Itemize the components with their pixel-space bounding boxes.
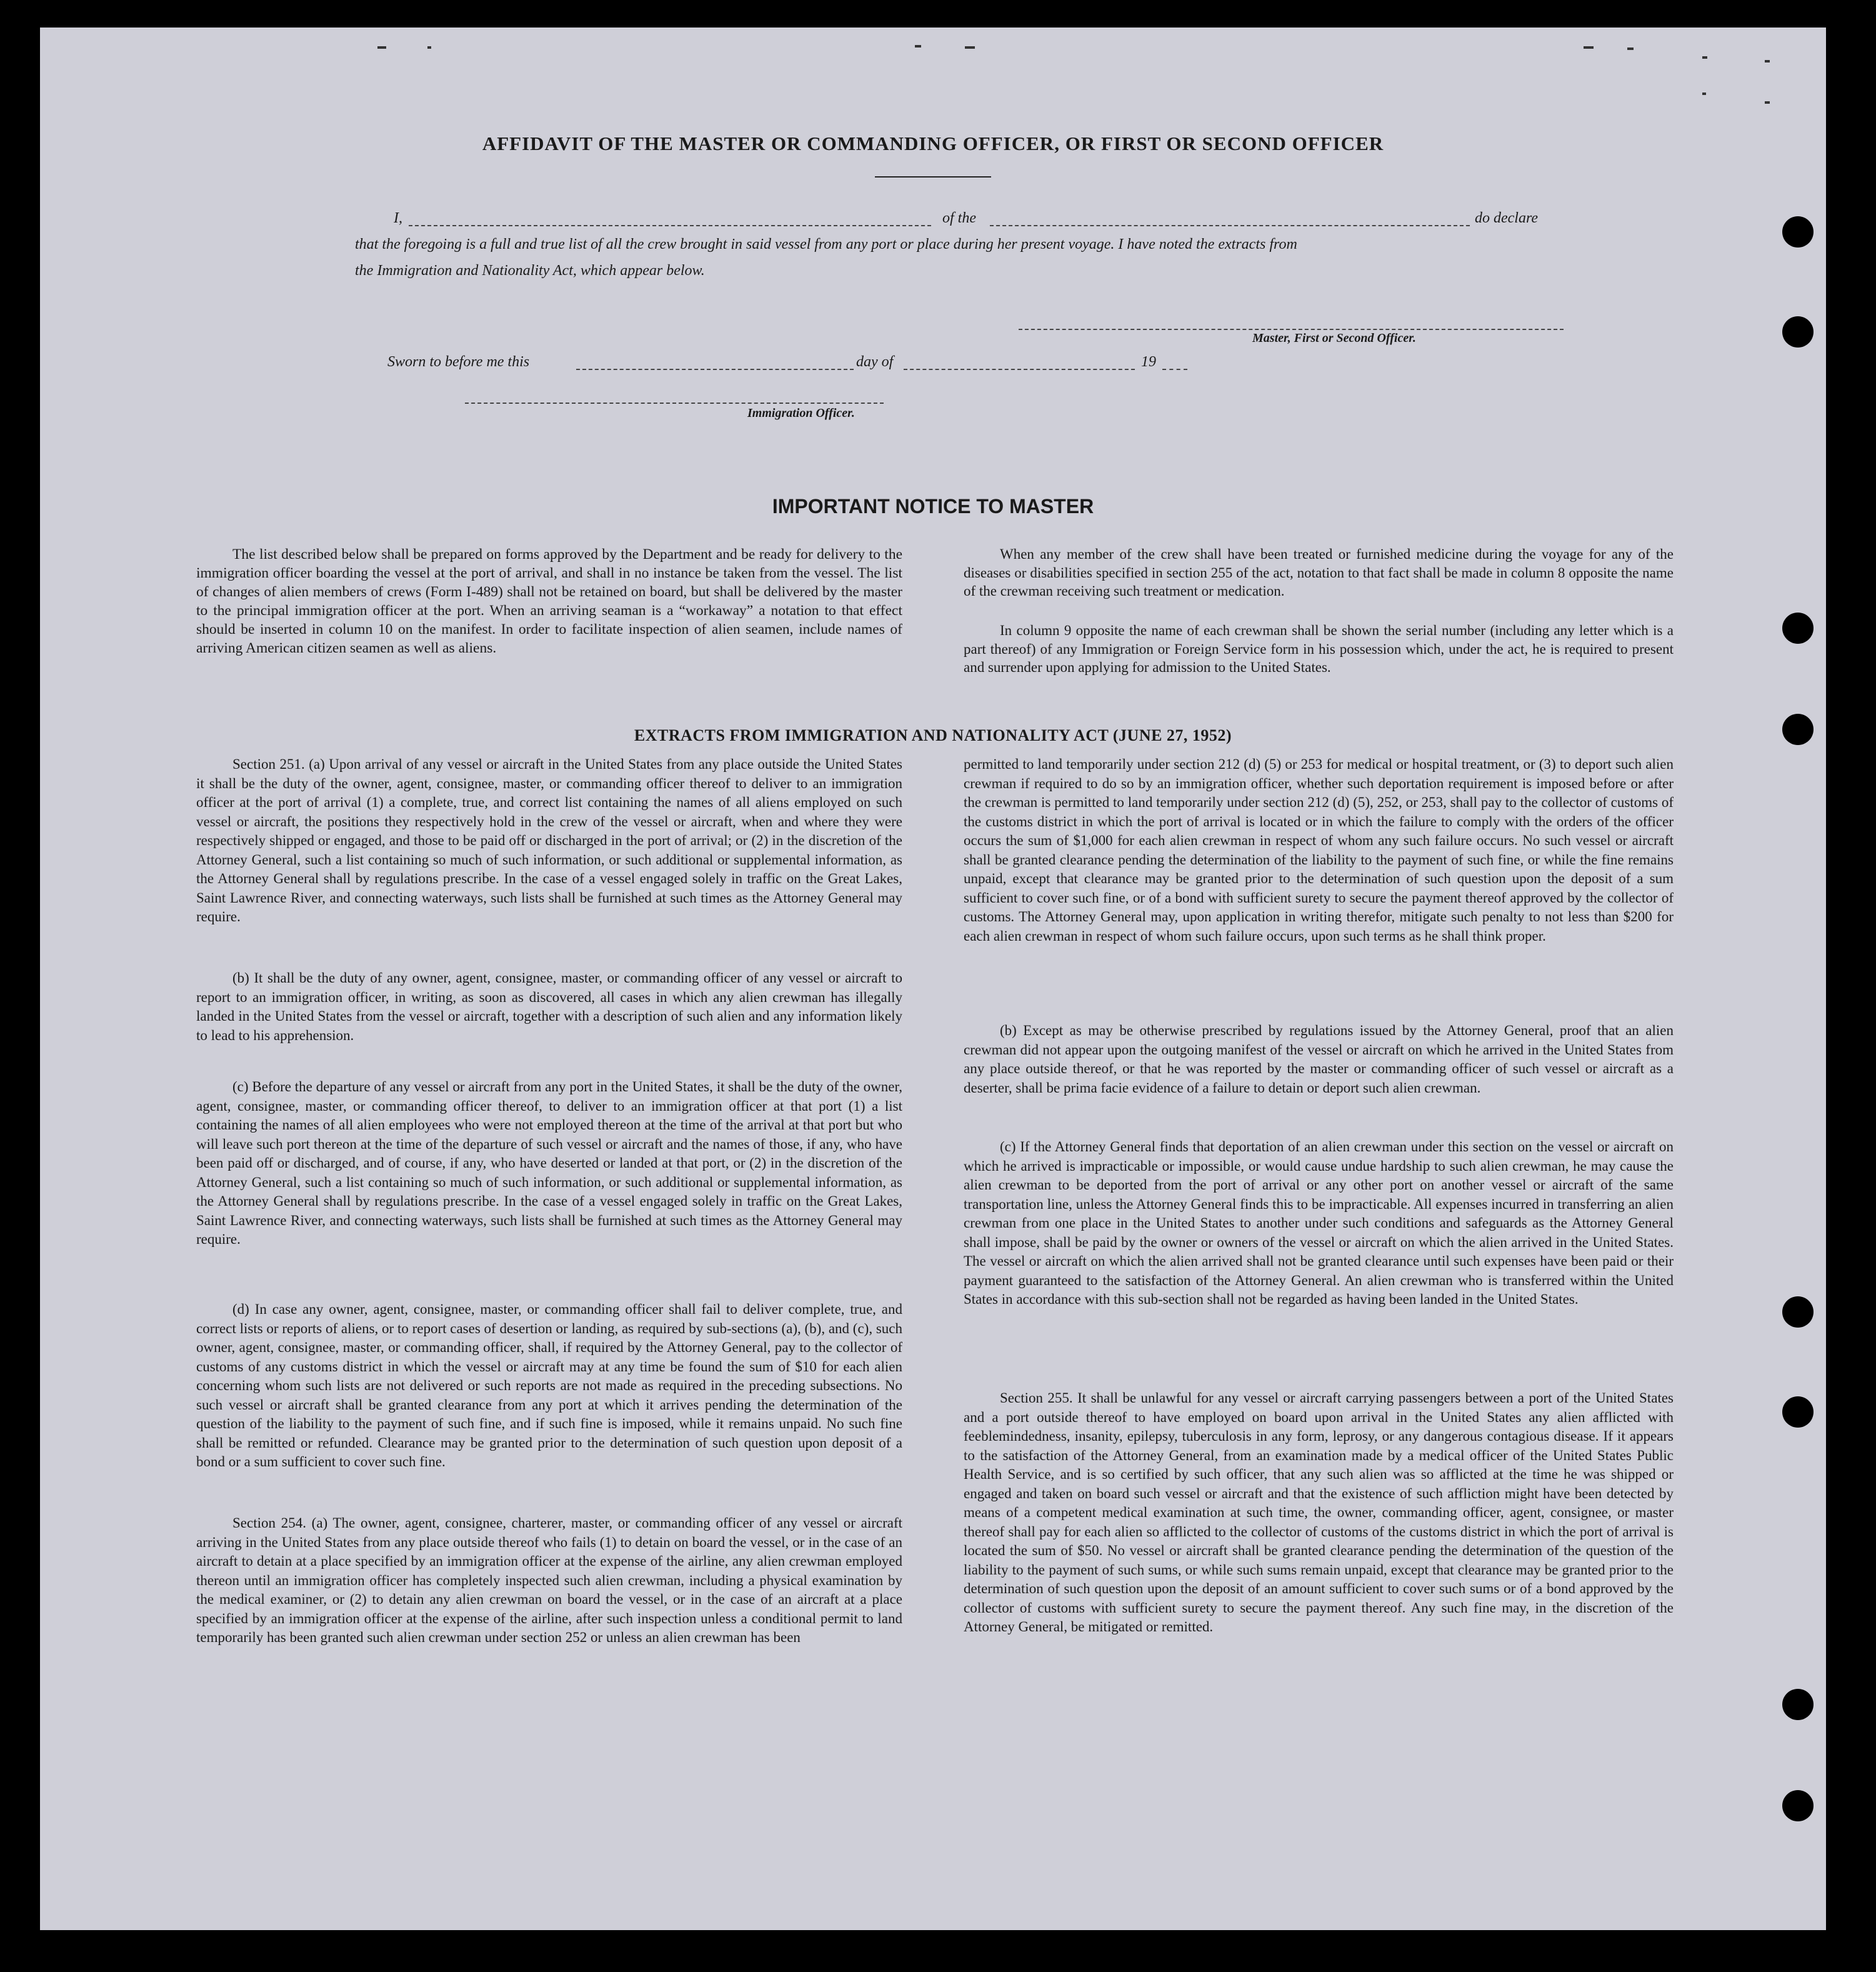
notice-title: IMPORTANT NOTICE TO MASTER xyxy=(772,495,1094,518)
vessel-prefix: of the xyxy=(942,210,976,226)
declaration-line-3: the Immigration and Nationality Act, which appear below. xyxy=(355,263,705,279)
scan-mark xyxy=(377,46,386,49)
section-251-d: (d) In case any owner, agent, consignee, master, or commanding officer shall fail to deliver complete, true, and correct lists or reports of aliens, or to report cases of desertion or landing, as required by sub-sections (a), (b), and (c), such owner, agent, consignee, master, or commanding officer, shall, if required by the Attorney General, pay to the collector of customs of any customs district in which the vessel or aircraft may at any time be found the sum of $10 for each alien concerning whom such lists are not delivered or such reports are not made as required in the preceding subsections. No such vessel or aircraft shall be granted clearance from any port at which it arrives pending the determination of the question of the liability to the payment of such fine, and if such fine is imposed, while it remains unpaid. No such fine shall be remitted or refunded. Clearance may be granted prior to the determination of such question upon deposit of a bond or a sum sufficient to cover such fine. xyxy=(196,1301,902,1469)
scan-mark xyxy=(1702,93,1706,95)
scan-mark xyxy=(1765,60,1770,63)
sworn-day-label: day of xyxy=(856,354,894,370)
scan-mark xyxy=(965,46,975,49)
document-page xyxy=(40,28,1826,1930)
punch-hole xyxy=(1782,613,1814,644)
scan-mark xyxy=(1584,46,1594,49)
section-254-a: Section 254. (a) The owner, agent, consignee, charterer, master, or commanding officer of any vessel or aircraft arriving in the United States from any place outside thereof who fails (1) to detain on board the vessel, or in the case of an aircraft to detain at a place specified by an immigration officer at the expense of the airline, any alien crewman employed thereon until an immigration officer has completely inspected such alien crewman, including a physical examination by the medical examiner, or (2) to detain any alien crewman on board the vessel, or in the case of an aircraft at a place specified by an immigration officer at the expense of the airline, after such inspection unless a conditional permit to land temporarily has been granted such alien crewman under section 252 or unless an alien crewman has been xyxy=(196,1515,902,1645)
title-underline xyxy=(875,176,991,178)
section-254-a-continued: permitted to land temporarily under section 212 (d) (5) or 253 for medical or hospital treatment, or (3) to deport such alien crewman if required to do so by an immigration officer, whether such deportation requirement is imposed before or after the crewman is permitted to land temporarily under section 212 (d) (5), 252, or 253, shall pay to the collector of customs of the customs district in which the port of arrival is located or in which the failure to comply with the orders of the officer occurs the sum of $1,000 for each alien crewman in respect of whom any such failure occurs. No such vessel or aircraft shall be granted clearance pending the determination of the liability to the payment of such fine, or while the fine remains unpaid, except that clearance may be granted prior to the determination of such question upon the deposit of a sum sufficient to cover such fine, or of a bond with sufficient surety to secure the payment thereof approved by the collector of customs. The Attorney General may, upon application in writing therefor, mitigate such penalty to not less than $200 for each alien crewman in respect of whom such failure occurs, upon such terms as he shall think proper. xyxy=(964,756,1674,944)
vessel-name-field[interactable] xyxy=(990,225,1470,226)
scan-mark xyxy=(427,46,431,49)
scan-mark xyxy=(1627,48,1634,50)
section-251-b: (b) It shall be the duty of any owner, agent, consignee, master, or commanding officer of any vessel or aircraft to report to an immigration officer, in writing, as soon as discovered, all cases in which any alien crewman has illegally landed in the United States from the vessel or aircraft, together with a description of such alien and any information likely to lead to his apprehension. xyxy=(196,970,902,1043)
notice-left-paragraph: The list described below shall be prepared on forms approved by the Department and be ready for delivery to the immigration officer boarding the vessel at the port of arrival, and shall in no instance be taken from the vessel. The list of changes of alien members of crews (Form I-489) shall not be retained on board, but shall be delivered by the master to the principal immigration officer at the port. When an arriving seaman is a “workaway” a notation to that effect should be inserted in column 10 on the manifest. In order to facilitate inspection of alien seamen, include names of arriving American citizen seamen as well as aliens. xyxy=(196,546,902,656)
section-251-a: Section 251. (a) Upon arrival of any vessel or aircraft in the United States from any place outside the United States it shall be the duty of the owner, agent, consignee, master, or commanding officer thereof to deliver to an immigration officer at the port of arrival (1) a complete, true, and correct list containing the names of all aliens employed on such vessel or aircraft, the positions they respectively hold in the crew of the vessel or aircraft, when and where they were respectively shipped or engaged, and those to be paid off or discharged in the port of arrival; or (2) in the discretion of the Attorney General, such a list containing so much of such information, or such additional or supplemental information, as the Attorney General shall by regulations prescribe. In the case of a vessel engaged solely in traffic on the Great Lakes, Saint Lawrence River, and connecting waterways, such lists shall be furnished at such times as the Attorney General may require. xyxy=(196,756,902,924)
punch-hole xyxy=(1782,316,1814,348)
scan-mark xyxy=(915,45,921,48)
punch-hole xyxy=(1782,216,1814,248)
punch-hole xyxy=(1782,1296,1814,1328)
section-254-b: (b) Except as may be otherwise prescribed by regulations issued by the Attorney General, proof that an alien crewman did not appear upon the outgoing manifest of the vessel or aircraft on which he arrived in the United States from any place outside thereof, or that he was reported by the master or commanding officer of such vessel or aircraft as a deserter, shall be prima facie evidence of a failure to detain or deport such alien crewman. xyxy=(964,1023,1674,1096)
section-254-c: (c) If the Attorney General finds that deportation of an alien crewman under this section on the vessel or aircraft on which he arrived is impracticable or impossible, or would cause undue hardship to such alien crewman, he may cause the alien crewman to be deported from the port of arrival or any other port on another vessel or aircraft of the same transportation line, unless the Attorney General finds this to be impracticable. All expenses incurred in transferring an alien crewman from one place in the United States to another under such conditions and safeguards as the Attorney General shall impose, shall be paid by the owner or owners of the vessel or aircraft on which the alien arrived in the United States. The vessel or aircraft on which the alien arrived shall not be granted clearance until such expenses have been paid or their payment guaranteed to the satisfaction of the Attorney General. An alien crewman who is transferred within the United States in accordance with this sub-section shall not be regarded as having been landed in the United States. xyxy=(964,1139,1674,1307)
sworn-year-label: 19 xyxy=(1141,354,1156,370)
master-signature-label: Master, First or Second Officer. xyxy=(1252,331,1416,345)
officer-signature-label: Immigration Officer. xyxy=(747,406,855,420)
master-signature-line[interactable] xyxy=(1019,329,1564,330)
sworn-month-field[interactable] xyxy=(904,369,1135,370)
officer-signature-line[interactable] xyxy=(465,403,884,404)
section-255: Section 255. It shall be unlawful for any vessel or aircraft carrying passengers between a port of the United States and a port outside thereof to have employed on board upon arrival in the United States any alien afflicted with feeblemindedness, insanity, epilepsy, tuberculosis in any form, leprosy, or any dangerous contagious disease. If it appears to the satisfaction of the Attorney General, from an examination made by a medical officer of the United States Public Health Service, and is so certified by such officer, that any such alien was so afflicted at the time he was shipped or engaged and taken on board such vessel or aircraft and that the existence of such affliction might have been detected by means of a competent medical examination at such time, the owner, commanding officer, agent, consignee, or master thereof shall pay for each alien so afflicted to the collector of customs of the customs district in which the port of arrival is located the sum of $50. No vessel or aircraft shall be granted clearance pending the determination of the question of the liability to the payment of such sums, or while such sums remain unpaid, except that clearance may be granted prior to the determination of such question upon the deposit of an amount sufficient to cover such sums or of a bond approved by the collector of customs with sufficient surety to secure the payment thereof. Any such fine may, in the discretion of the Attorney General, be mitigated or remitted. xyxy=(964,1390,1674,1634)
sworn-year-field[interactable] xyxy=(1162,369,1187,370)
section-251-c: (c) Before the departure of any vessel or aircraft from any port in the United States, it shall be the duty of the owner, agent, consignee, master, or commanding officer thereof, to deliver to an immigration officer at that port (1) a list containing the names of all alien employees who were not employed thereon at the time of the arrival at that port but who will leave such port thereon at the time of the departure of such vessel or aircraft and the names of those, if any, who have been paid off or discharged, and of course, if any, who have deserted or landed at that port, or (2) in the discretion of the Attorney General, such a list containing so much of such information, or such additional or supplemental information, as the Attorney General shall by regulations prescribe. In the case of a vessel engaged solely in traffic on the Great Lakes, Saint Lawrence River, and connecting waterways, such lists shall be furnished at such times as the Attorney General may require. xyxy=(196,1079,902,1247)
punch-hole xyxy=(1782,1689,1814,1720)
scan-mark xyxy=(1765,101,1770,104)
sworn-prefix: Sworn to before me this xyxy=(387,354,530,370)
declarant-name-field[interactable] xyxy=(409,225,931,226)
punch-hole xyxy=(1782,1790,1814,1821)
declare-suffix: do declare xyxy=(1475,210,1539,226)
declaration-line-2: that the foregoing is a full and true list of all the crew brought in said vessel from any port or place during her present voyage. I have noted the extracts from xyxy=(355,236,1297,253)
sworn-day-field[interactable] xyxy=(576,369,854,370)
extracts-title: EXTRACTS FROM IMMIGRATION AND NATIONALITY ACT (JUNE 27, 1952) xyxy=(634,726,1232,744)
punch-hole xyxy=(1782,1396,1814,1428)
notice-right-paragraph-1: When any member of the crew shall have been treated or furnished medicine during the voyage for any of the diseases or disabilities specified in section 255 of the act, notation to that fact shall be made in column 8 opposite the name of the crewman receiving such treatment or medication. xyxy=(964,546,1674,599)
declarant-prefix: I, xyxy=(394,210,402,226)
scan-mark xyxy=(1702,56,1707,59)
affidavit-title: AFFIDAVIT OF THE MASTER OR COMMANDING OFFICER, OR FIRST OR SECOND OFFICER xyxy=(482,133,1384,154)
notice-right-paragraph-2: In column 9 opposite the name of each crewman shall be shown the serial number (including any letter which is a part thereof) of any Immigration or Foreign Service form in his possession which, under the act, he is required to present and surrender upon applying for admission to the United States. xyxy=(964,623,1674,675)
